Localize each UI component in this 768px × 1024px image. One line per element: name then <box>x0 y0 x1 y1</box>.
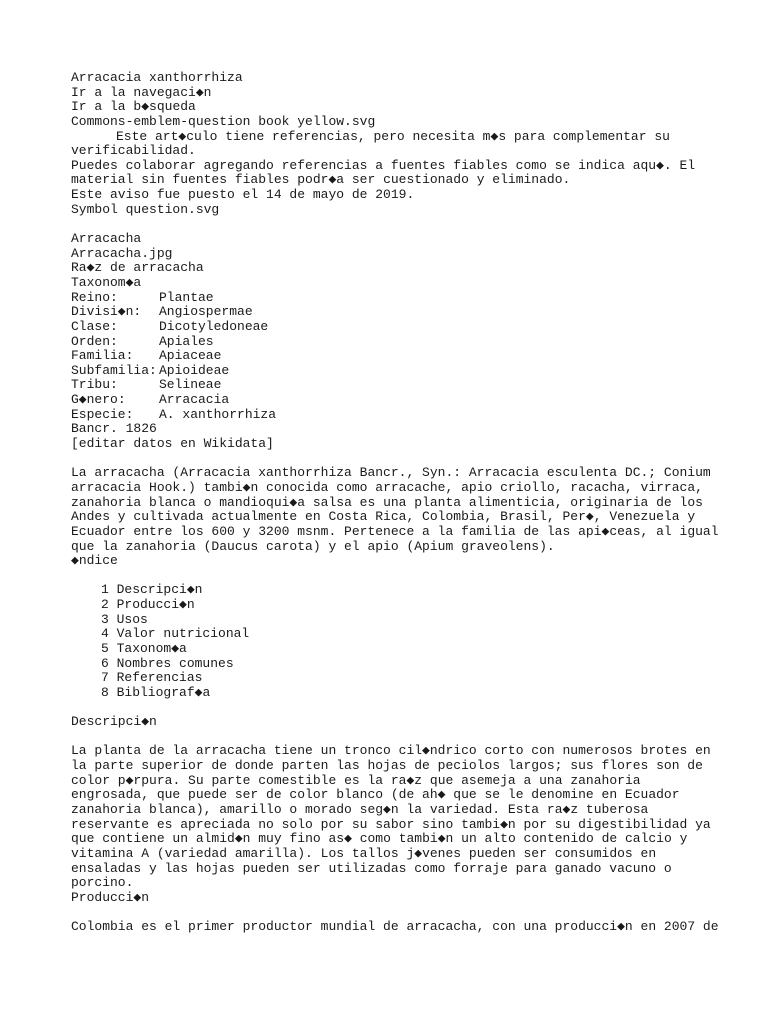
paragraph-line: color p◆rpura. Su parte comestible es la ra◆z que asemeja a una zanahoria <box>71 772 641 788</box>
notice-symbol-name: Symbol question.svg <box>71 201 220 217</box>
taxonomy-table <box>71 291 761 423</box>
spacer <box>71 906 761 921</box>
notice-text-line: material sin fuentes fiables podr◆a ser cuestionado y eliminado. <box>71 172 571 188</box>
toc-item-nombres-comunes[interactable]: 6 Nombres comunes <box>101 655 234 671</box>
paragraph-line: que la zanahoria (Daucus carota) y el apio (Apium graveolens). <box>71 538 555 554</box>
notice-text-line: Este art◆culo tiene referencias, pero necesita m◆s para complementar su <box>116 128 670 144</box>
spacer <box>71 452 761 467</box>
paragraph-line: Andes y cultivada actualmente en Costa Rica, Colombia, Brasil, Per◆, Venezuela y <box>71 509 696 525</box>
notice-text-line: verificabilidad. <box>71 143 196 159</box>
section-heading-produccion: Producci◆n <box>71 889 150 905</box>
paragraph-line: zanahoria blanca o mandioqui◆a salsa es una planta alimenticia, originaria de los <box>71 494 703 510</box>
taxonomy-row <box>71 349 761 364</box>
taxonomy-authority: Bancr. 1826 <box>71 421 157 437</box>
taxonomy-row <box>71 378 761 393</box>
paragraph-line: Colombia es el primer productor mundial de arracacha, con una producci◆n en 2007 de <box>71 919 719 935</box>
paragraph-line: porcino. <box>71 875 134 891</box>
spacer <box>71 569 761 584</box>
notice-text-line: Puedes colaborar agregando referencias a fuentes fiables como se indica aqu◆. El <box>71 157 696 173</box>
paragraph-line: La arracacha (Arracacia xanthorrhiza Bancr., Syn.: Arracacia esculenta DC.; Conium <box>71 465 711 481</box>
page-title: Arracacia xanthorrhiza <box>71 70 243 85</box>
spacer <box>71 701 761 716</box>
skip-to-search-link[interactable]: Ir a la b◆squeda <box>71 99 196 115</box>
intro-paragraph <box>71 466 761 554</box>
toc-item-produccion[interactable]: 2 Producci◆n <box>101 597 195 613</box>
notice-date: Este aviso fue puesto el 14 de mayo de 2019. <box>71 187 415 203</box>
table-of-contents <box>71 583 761 700</box>
paragraph-line: que contiene un almid◆n muy fino as◆ como tambi◆n un alto contenido de calcio y <box>71 831 688 847</box>
toc-heading: ◆ndice <box>71 553 118 569</box>
taxonomy-value-link[interactable]: Plantae <box>159 289 214 305</box>
taxonomy-value-link[interactable]: Apiales <box>159 333 214 349</box>
toc-item-taxonomia[interactable]: 5 Taxonom◆a <box>101 640 187 656</box>
toc-item-descripcion[interactable]: 1 Descripci◆n <box>101 582 203 598</box>
paragraph-line: la parte superior de donde parten las hojas de peciolos largos; sus flores son de <box>71 758 703 774</box>
paragraph-line: La planta de la arracacha tiene un tronco cil◆ndrico corto con numerosos brotes en <box>71 743 711 759</box>
taxonomy-label: G◆nero: <box>71 392 126 408</box>
taxonomy-label: Subfamilia: <box>71 362 157 378</box>
paragraph-line: Ecuador entre los 600 y 3200 msnm. Pertenece a la familia de las api◆ceas, al igual <box>71 523 719 539</box>
paragraph-line: engrosada, que puede ser de color blanco (de ah◆ que se le denomine en Ecuador <box>71 787 680 803</box>
taxonomy-value-link[interactable]: Apiaceae <box>159 348 222 364</box>
document-page <box>71 71 761 935</box>
taxonomy-row <box>71 291 761 306</box>
toc-item-valor-nutricional[interactable]: 4 Valor nutricional <box>101 626 250 642</box>
toc-item-usos[interactable]: 3 Usos <box>101 611 148 627</box>
edit-wikidata-link[interactable]: [editar datos en Wikidata] <box>71 436 274 452</box>
taxonomy-value-link[interactable]: Angiospermae <box>159 304 253 320</box>
taxonomy-label: Divisi◆n: <box>71 304 142 320</box>
taxonomy-label: Especie: <box>71 406 134 422</box>
paragraph-line: arracacia Hook.) tambi◆n conocida como arracache, apio criollo, racacha, virraca, <box>71 479 703 495</box>
spacer <box>71 217 761 232</box>
skip-to-navigation-link[interactable]: Ir a la navegaci◆n <box>71 84 212 100</box>
infobox-image-name: Arracacha.jpg <box>71 245 173 261</box>
toc-item-referencias[interactable]: 7 Referencias <box>101 670 203 686</box>
taxonomy-label: Clase: <box>71 318 118 334</box>
taxonomy-value-link[interactable]: A. xanthorrhiza <box>159 406 277 422</box>
paragraph-line: zanahoria blanca), amarillo o morado seg◆n la variedad. Esta ra◆z tuberosa <box>71 802 649 818</box>
taxonomy-row <box>71 320 761 335</box>
paragraph-line: vitamina A (variedad amarilla). Los tallos j◆venes pueden ser consumidos en <box>71 845 657 861</box>
description-paragraph <box>71 744 761 890</box>
paragraph-line: reservante es apreciada no solo por su sabor sino tambi◆n por su digestibilidad ya <box>71 816 711 832</box>
taxonomy-row <box>71 408 761 423</box>
taxonomy-label: Familia: <box>71 348 134 364</box>
section-heading-descripcion: Descripci◆n <box>71 714 157 730</box>
taxonomy-label: Orden: <box>71 333 118 349</box>
taxonomy-label: Reino: <box>71 289 118 305</box>
taxonomy-value-link[interactable]: Selineae <box>159 377 222 393</box>
production-paragraph <box>71 920 761 935</box>
taxonomy-row <box>71 393 761 408</box>
infobox-name: Arracacha <box>71 231 142 247</box>
taxonomy-value-link[interactable]: Arracacia <box>159 392 230 408</box>
toc-item-bibliografia[interactable]: 8 Bibliograf◆a <box>101 684 211 700</box>
taxonomy-label: Tribu: <box>71 377 118 393</box>
taxonomy-value-link[interactable]: Dicotyledoneae <box>159 318 269 334</box>
taxonomy-value-link[interactable]: Apioideae <box>159 362 230 378</box>
spacer <box>71 730 761 745</box>
taxonomy-row <box>71 305 761 320</box>
infobox-caption: Ra◆z de arracacha <box>71 260 204 276</box>
paragraph-line: ensaladas y las hojas pueden ser utilizadas como forraje para ganado vacuno o <box>71 860 672 876</box>
notice-image-name: Commons-emblem-question book yellow.svg <box>71 113 376 129</box>
taxonomy-heading: Taxonom◆a <box>71 274 142 290</box>
taxonomy-row <box>71 364 761 379</box>
taxonomy-row <box>71 335 761 350</box>
